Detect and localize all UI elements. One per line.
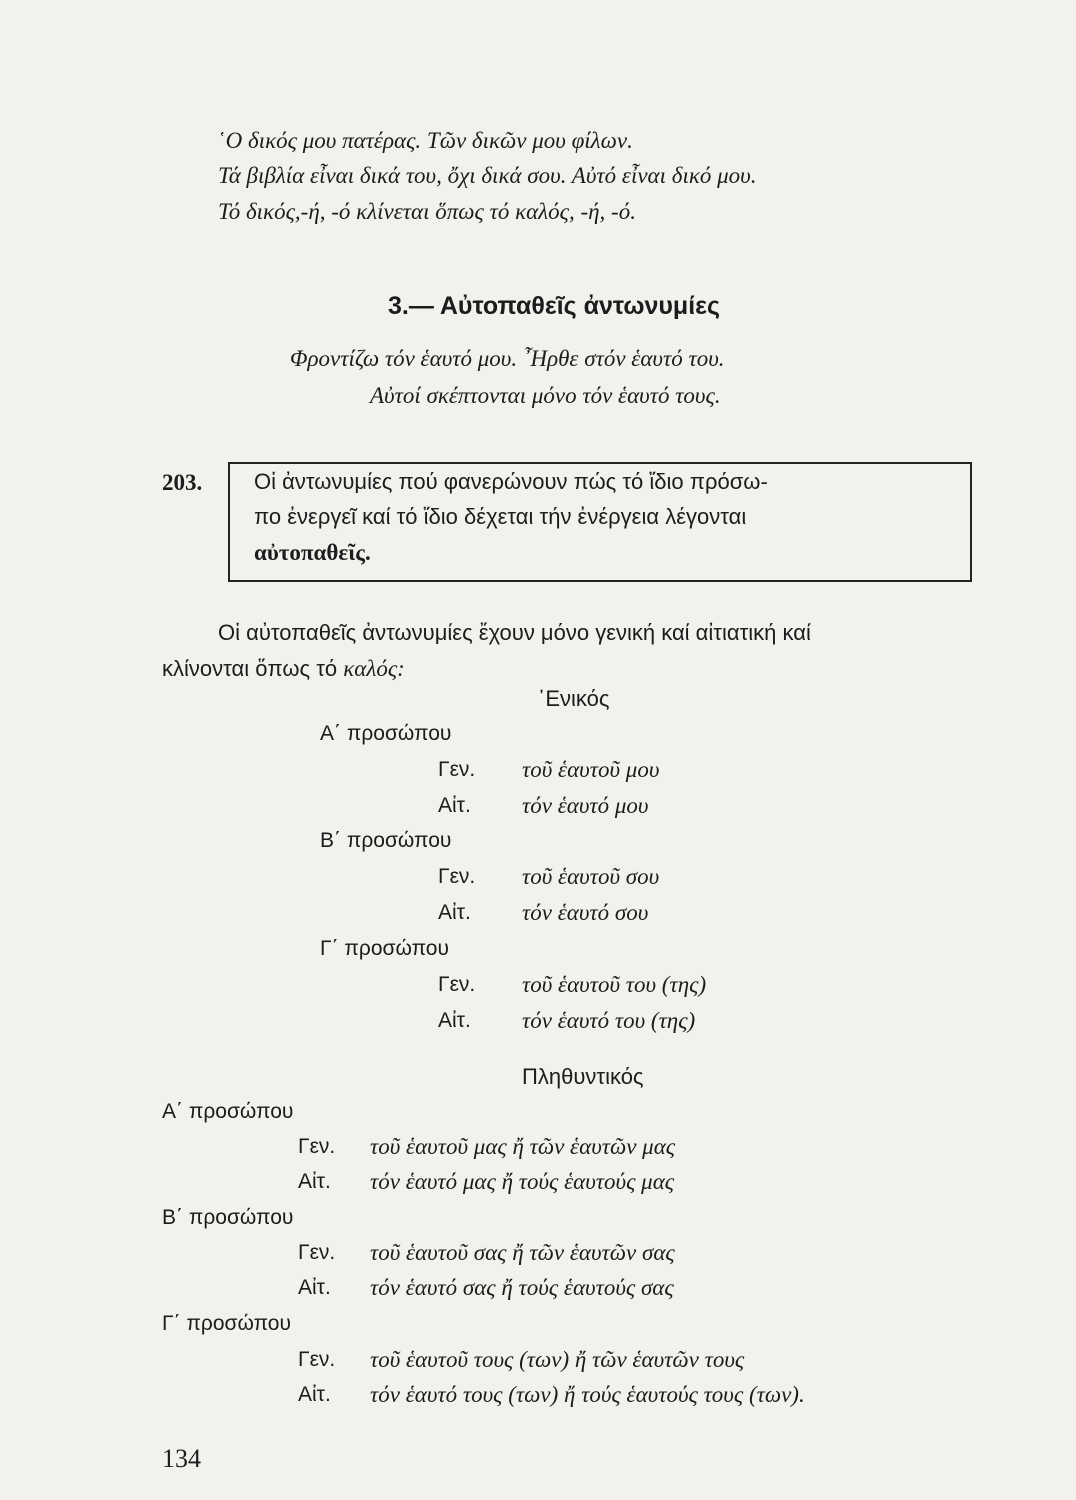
plural-person-2-acc: τόν ἑαυτό σας ἤ τούς ἑαυτούς σας: [370, 1275, 674, 1300]
paragraph-line-2-text: κλίνονται ὅπως τό: [162, 656, 344, 681]
singular-person-3-label: Γ΄ προσώπου: [320, 937, 449, 960]
plural-heading: Πληθυντικός: [522, 1064, 644, 1089]
section-title: 3.— Αὐτοπαθεῖς ἀντωνυμίες: [388, 292, 721, 320]
singular-person-1-acc: τόν ἑαυτό μου: [522, 793, 649, 818]
intro-line-3: [218, 198, 636, 225]
singular-person-1-acc-label: Αἰτ.: [438, 794, 471, 817]
plural-person-1-gen: τοῦ ἑαυτοῦ μας ἤ τῶν ἑαυτῶν μας: [370, 1134, 676, 1159]
paragraph-line-1: Οἱ αὐτοπαθεῖς ἀντωνυμίες ἔχουν μόνο γενική καί αἰτιατική καί: [218, 620, 811, 645]
rule-line-1: Οἱ ἀντωνυμίες πού φανερώνουν πώς τό ἴδιο πρόσω-: [254, 469, 768, 494]
intro-line-1: ῾Ο δικός μου πατέρας. Τῶν δικῶν μου φίλων.: [218, 128, 633, 153]
page-number: 134: [162, 1444, 201, 1473]
plural-person-1-acc: τόν ἑαυτό μας ἤ τούς ἑαυτούς μας: [370, 1169, 675, 1194]
rule-number: 203.: [162, 470, 203, 495]
plural-person-2-acc-label: Αἰτ.: [298, 1276, 331, 1299]
intro-line-3-text: Τό δικός,-ή, -ό κλίνεται ὅπως τό καλός, -ή, -ό.: [218, 199, 636, 224]
singular-person-1-gen: τοῦ ἑαυτοῦ μου: [522, 757, 660, 782]
singular-person-2-gen-label: Γεν.: [438, 865, 476, 888]
singular-person-2-acc-label: Αἰτ.: [438, 901, 471, 924]
singular-person-1-gen-label: Γεν.: [438, 758, 476, 781]
plural-person-3-gen-label: Γεν.: [298, 1348, 336, 1371]
section-example-2: Αὐτοί σκέπτονται μόνο τόν ἑαυτό τους.: [370, 383, 721, 408]
singular-person-1-label: Α΄ προσώπου: [320, 722, 452, 745]
singular-person-3-acc-label: Αἰτ.: [438, 1009, 471, 1032]
rule-line-3: αὐτοπαθεῖς.: [254, 540, 371, 565]
plural-person-3-gen: τοῦ ἑαυτοῦ τους (των) ἤ τῶν ἑαυτῶν τους: [370, 1347, 745, 1372]
section-example-1: Φροντίζω τόν ἑαυτό μου. ῏Ηρθε στόν ἑαυτό του.: [290, 346, 725, 371]
rule-line-2: πο ἐνεργεῖ καί τό ἴδιο δέχεται τήν ἐνέργεια λέγονται: [254, 504, 747, 529]
plural-person-3-acc-label: Αἰτ.: [298, 1383, 331, 1406]
plural-person-3-label: Γ΄ προσώπου: [162, 1312, 291, 1335]
plural-person-1-label: Α΄ προσώπου: [162, 1100, 294, 1123]
singular-person-3-gen-label: Γεν.: [438, 973, 476, 996]
plural-person-1-acc-label: Αἰτ.: [298, 1170, 331, 1193]
singular-person-2-gen: τοῦ ἑαυτοῦ σου: [522, 864, 660, 889]
paragraph-line-2-word: καλός:: [343, 656, 405, 681]
plural-person-2-gen-label: Γεν.: [298, 1241, 336, 1264]
singular-person-2-acc: τόν ἑαυτό σου: [522, 900, 649, 925]
plural-person-1-gen-label: Γεν.: [298, 1135, 336, 1158]
paragraph-line-2: [162, 656, 405, 682]
intro-line-2: Τά βιβλία εἶναι δικά του, ὄχι δικά σου. Αὐτό εἶναι δικό μου.: [218, 163, 757, 188]
plural-person-2-gen: τοῦ ἑαυτοῦ σας ἤ τῶν ἑαυτῶν σας: [370, 1240, 675, 1265]
singular-person-3-gen: τοῦ ἑαυτοῦ του (της): [522, 972, 707, 997]
plural-person-3-acc: τόν ἑαυτό τους (των) ἤ τούς ἑαυτούς τους (των).: [370, 1382, 805, 1407]
singular-heading: ῾Ενικός: [538, 686, 610, 711]
plural-person-2-label: Β΄ προσώπου: [162, 1206, 294, 1229]
singular-person-2-label: Β΄ προσώπου: [320, 829, 452, 852]
singular-person-3-acc: τόν ἑαυτό του (της): [522, 1008, 696, 1033]
